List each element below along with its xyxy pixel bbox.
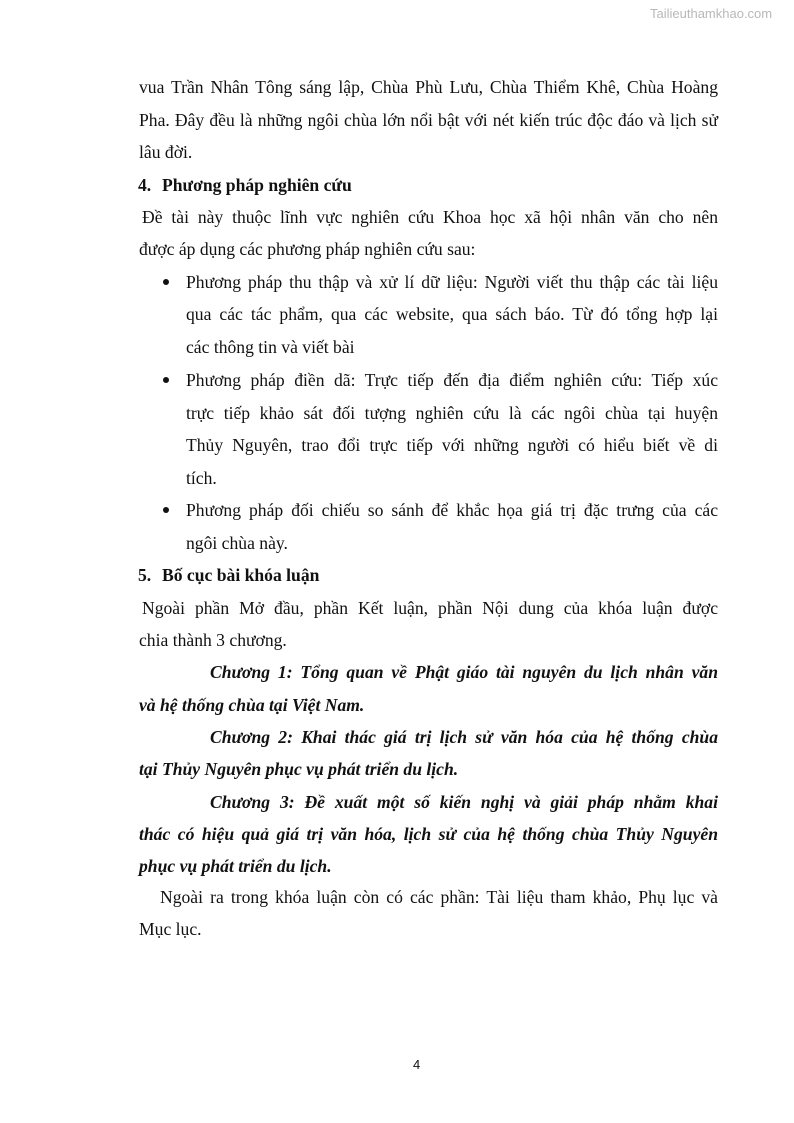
bullet-line: Thủy Nguyên, trao đổi trực tiếp với những người có hiểu biết về di [186, 435, 718, 455]
chapter-line: thác có hiệu quả giá trị văn hóa, lịch sử của hệ thống chùa Thủy Nguyên [139, 824, 718, 844]
chapter-line: tại Thủy Nguyên phục vụ phát triển du lịch. [139, 759, 459, 779]
page-number: 4 [413, 1057, 421, 1072]
chapter-line: Chương 3: Đề xuất một số kiến nghị và giải pháp nhằm khai [210, 792, 718, 812]
chapter-line: và hệ thống chùa tại Việt Nam. [139, 695, 365, 715]
bullet-line: Phương pháp đối chiếu so sánh để khắc họa giá trị đặc trưng của các [186, 500, 718, 520]
section-4-heading: Phương pháp nghiên cứu [162, 175, 352, 195]
closing-line: Mục lục. [139, 919, 202, 939]
paragraph-line: Đề tài này thuộc lĩnh vực nghiên cứu Khoa học xã hội nhân văn cho nên [142, 207, 718, 227]
bullet-icon [163, 279, 169, 285]
bullet-icon [163, 377, 169, 383]
paragraph-line: chia thành 3 chương. [139, 630, 287, 650]
bullet-line: qua các tác phẩm, qua các website, qua sách báo. Từ đó tổng hợp lại [186, 304, 718, 324]
section-4-number: 4. [138, 175, 152, 195]
bullet-line: tích. [186, 468, 217, 488]
bullet-icon [163, 507, 169, 513]
chapter-line: phục vụ phát triển du lịch. [139, 856, 332, 876]
section-5-number: 5. [138, 565, 152, 585]
watermark: Tailieuthamkhao.com [650, 6, 773, 21]
chapter-line: Chương 2: Khai thác giá trị lịch sử văn hóa của hệ thống chùa [210, 727, 718, 747]
bullet-line: trực tiếp khảo sát đối tượng nghiên cứu là các ngôi chùa tại huyện [186, 403, 718, 423]
paragraph-line: được áp dụng các phương pháp nghiên cứu sau: [139, 239, 476, 259]
bullet-line: Phương pháp điền dã: Trực tiếp đến địa điểm nghiên cứu: Tiếp xúc [186, 370, 718, 390]
bullet-line: các thông tin và viết bài [186, 337, 355, 357]
bullet-line: Phương pháp thu thập và xử lí dữ liệu: Người viết thu thập các tài liệu [186, 272, 718, 292]
intro-line: lâu đời. [139, 142, 193, 162]
section-5-heading: Bố cục bài khóa luận [162, 565, 320, 585]
closing-line: Ngoài ra trong khóa luận còn có các phần: Tài liệu tham khảo, Phụ lục và [160, 887, 718, 907]
intro-line: Pha. Đây đều là những ngôi chùa lớn nổi bật với nét kiến trúc độc đáo và lịch sử [139, 110, 718, 130]
intro-line: vua Trần Nhân Tông sáng lập, Chùa Phù Lưu, Chùa Thiểm Khê, Chùa Hoàng [139, 77, 718, 97]
paragraph-line: Ngoài phần Mở đầu, phần Kết luận, phần Nội dung của khóa luận được [142, 598, 718, 618]
chapter-line: Chương 1: Tổng quan về Phật giáo tài nguyên du lịch nhân văn [210, 662, 718, 682]
bullet-line: ngôi chùa này. [186, 533, 288, 553]
